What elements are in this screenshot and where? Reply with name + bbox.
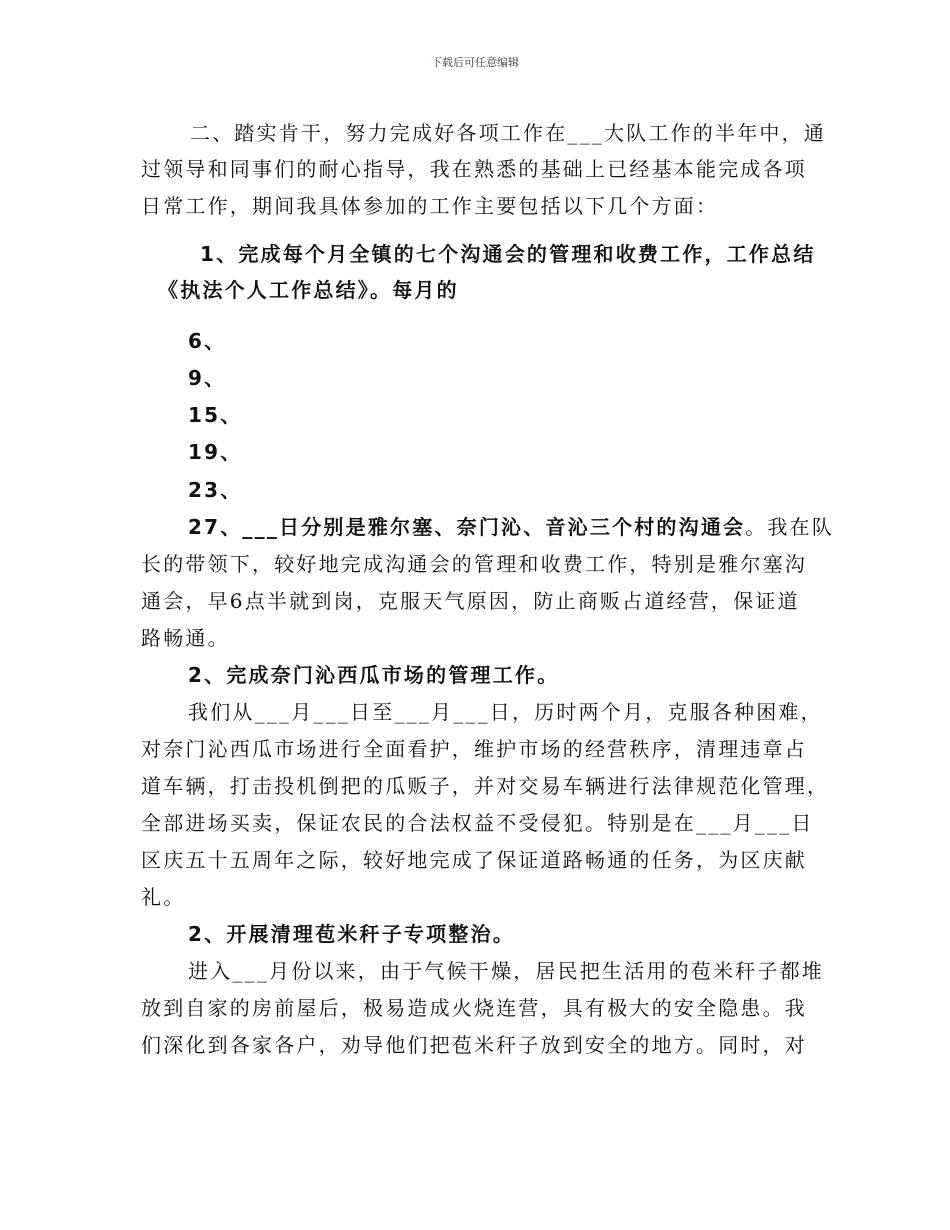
paragraph-line: 过领导和同事们的耐心指导，我在熟悉的基础上已经基本能完成各项: [141, 157, 807, 181]
list-item: 6、: [188, 329, 227, 353]
bold-segment: 27、___日分别是雅尔塞、奈门沁、音沁三个村的沟通会: [188, 515, 746, 539]
paragraph-line: 放到自家的房前屋后，极易造成火烧连营，具有极大的安全隐患。我: [141, 996, 807, 1020]
section-heading: 2、完成奈门沁西瓜市场的管理工作。: [188, 663, 560, 687]
section-heading: 1、完成每个月全镇的七个沟通会的管理和收费工作，工作总结: [200, 242, 816, 266]
paragraph-line: 二、踏实肯干，努力完成好各项工作在___大队工作的半年中，通: [190, 121, 826, 145]
list-item: 15、: [188, 403, 243, 427]
paragraph-line: 日常工作，期间我具体参加的工作主要包括以下几个方面：: [141, 194, 719, 218]
paragraph-line: 我们从___月___日至___月___日，历时两个月，克服各种困难，: [188, 700, 823, 724]
page-header: 下载后可任意编辑: [431, 56, 519, 69]
text-segment: 。我在队: [745, 515, 835, 539]
paragraph-line: 进入___月份以来，由于气候干燥，居民把生活用的苞米秆子都堆: [188, 959, 824, 983]
paragraph-line: 全部进场买卖，保证农民的合法权益不受侵犯。特别是在___月___日: [141, 811, 814, 835]
paragraph-line: 区庆五十五周年之际，较好地完成了保证道路畅通的任务，为区庆献: [141, 848, 807, 872]
paragraph-line: 长的带领下，较好地完成沟通会的管理和收费工作，特别是雅尔塞沟: [141, 552, 807, 576]
paragraph-line: 通会，早6点半就到岗，克服天气原因，防止商贩占道经营，保证道: [141, 589, 800, 613]
list-item: 19、: [188, 440, 243, 464]
section-heading: 《执法个人工作总结》。每月的: [158, 278, 459, 302]
paragraph-line: 们深化到各家各户，劝导他们把苞米秆子放到安全的地方。同时，对: [141, 1033, 807, 1057]
paragraph-line: 礼。: [141, 885, 186, 909]
list-item: 23、: [188, 478, 243, 502]
paragraph-line: [188, 511, 834, 540]
paragraph-line: 道车辆，打击投机倒把的瓜贩子，并对交易车辆进行法律规范化管理，: [141, 774, 830, 798]
list-item: 9、: [188, 366, 227, 390]
section-heading: 2、开展清理苞米秆子专项整治。: [188, 922, 515, 946]
paragraph-line: 路畅通。: [141, 626, 230, 650]
paragraph-line: 对奈门沁西瓜市场进行全面看护，维护市场的经营秩序，清理违章占: [141, 737, 807, 761]
